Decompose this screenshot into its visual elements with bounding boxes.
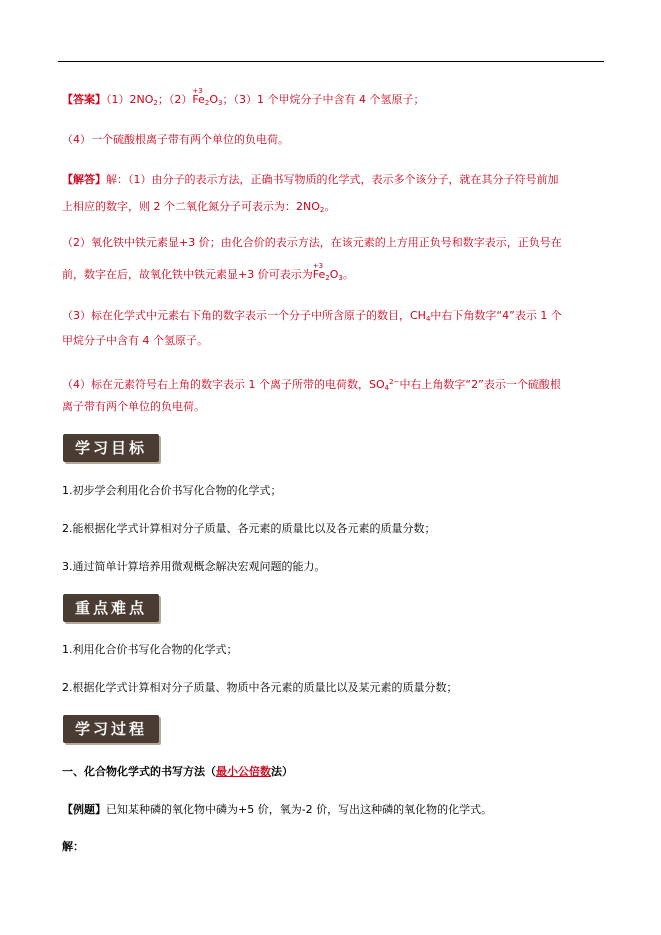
solution-text-7a: （4）标在元素符号右上角的数字表示 1 个离子所带的电荷数，SO — [62, 378, 385, 391]
fe-sub-2: 2 — [325, 274, 330, 282]
answer-part-2: ；（2） — [157, 93, 193, 106]
solution-line-8: 离子带有两个单位的负电荷。 — [62, 400, 205, 413]
valence-mark-2: +3 — [312, 262, 324, 270]
answer-line-1 — [62, 87, 425, 110]
solution-line-1 — [62, 173, 559, 187]
solution-end-4: 。 — [342, 268, 354, 281]
answer-sub: 2 — [153, 99, 158, 107]
objectives-badge: 学习目标 — [63, 434, 159, 462]
solution-text-7b: 中右上角数字“2”表示一个硫酸根 — [399, 378, 561, 391]
solution-text-5b: 中右下角数字“4”表示 1 个 — [430, 309, 562, 322]
solution-tag: 【解答】 — [62, 173, 106, 186]
objective-item-1: 1.初步学会利用化合价书写化合物的化学式； — [62, 484, 282, 497]
o-symbol-2: O — [329, 268, 339, 281]
so4-sub: 4 — [384, 384, 390, 392]
solution-text-1: 解：（1）由分子的表示方法，正确书写物质的化学式，表示多个该分子，就在其分子符号前加 — [106, 173, 559, 186]
solution-end-2: 。 — [324, 200, 336, 213]
header-rule — [58, 61, 604, 62]
key-point-item-1: 1.利用化合价书写化合物的化学式； — [62, 643, 238, 656]
so4-sup: 2− — [389, 378, 400, 386]
solution-text-5a: （3）标在化学式中元素右下角的数字表示一个分子中所含原子的数目，CH — [62, 309, 426, 322]
valence-mark: +3 — [192, 87, 203, 95]
solution-line-7 — [62, 375, 561, 395]
answer-part-3: ；（3）1 个甲烷分子中含有 4 个氢原子； — [222, 93, 425, 106]
example-line — [62, 803, 492, 817]
solution-line-5 — [62, 309, 562, 326]
fe-valence-formula-2 — [312, 262, 343, 285]
process-badge: 学习过程 — [63, 715, 159, 743]
example-tag: 【例题】 — [62, 803, 106, 816]
key-point-item-2: 2.根据化学式计算相对分子质量、物质中各元素的质量比以及某元素的质量分数； — [62, 681, 458, 694]
answer-tag: 【答案】 — [62, 93, 106, 106]
solution-line-6: 甲烷分子中含有 4 个氢原子。 — [62, 334, 208, 347]
objective-item-2: 2.能根据化学式计算相对分子质量、各元素的质量比以及各元素的质量分数； — [62, 522, 436, 535]
o-sub-2: 3 — [338, 274, 343, 282]
solution-line-4 — [62, 262, 354, 285]
fe-symbol: Fe — [192, 93, 205, 106]
solution-line-3: （2）氧化铁中铁元素显+3 价；由化合价的表示方法，在该元素的上方用正负号和数字表示，正负号在 — [62, 236, 562, 249]
ch4-sub: 4 — [425, 315, 431, 323]
fe-sub: 2 — [204, 99, 210, 107]
fe-valence-formula — [192, 87, 223, 110]
objective-item-3: 3.通过简单计算培养用微观概念解决宏观问题的能力。 — [62, 560, 326, 573]
fe-symbol-2: Fe — [312, 268, 326, 281]
answer-part-1: （1）2NO — [106, 93, 154, 106]
process-heading-highlight: 最小公倍数 — [216, 765, 271, 778]
o-sub: 3 — [218, 99, 223, 107]
key-points-badge: 重点难点 — [63, 594, 159, 622]
example-text: 已知某种磷的氧化物中磷为+5 价，氧为-2 价，写出这种磷的氧化物的化学式。 — [106, 803, 493, 816]
solve-label: 解： — [62, 840, 84, 853]
solution-sub-2: 2 — [319, 206, 325, 214]
solution-line-2 — [62, 200, 335, 217]
process-heading-a: 一、化合物化学式的书写方法（ — [62, 765, 216, 778]
o-symbol: O — [209, 93, 218, 106]
answer-line-2: （4）一个硫酸根离子带有两个单位的负电荷。 — [62, 133, 289, 146]
process-heading-c: 法） — [271, 765, 293, 778]
solution-text-4: 前，数字在后，故氧化铁中铁元素显+3 价可表示为 — [62, 268, 313, 281]
solution-text-2: 上相应的数字，则 2 个二氧化氮分子可表示为：2NO — [62, 200, 320, 213]
process-heading — [62, 765, 293, 779]
